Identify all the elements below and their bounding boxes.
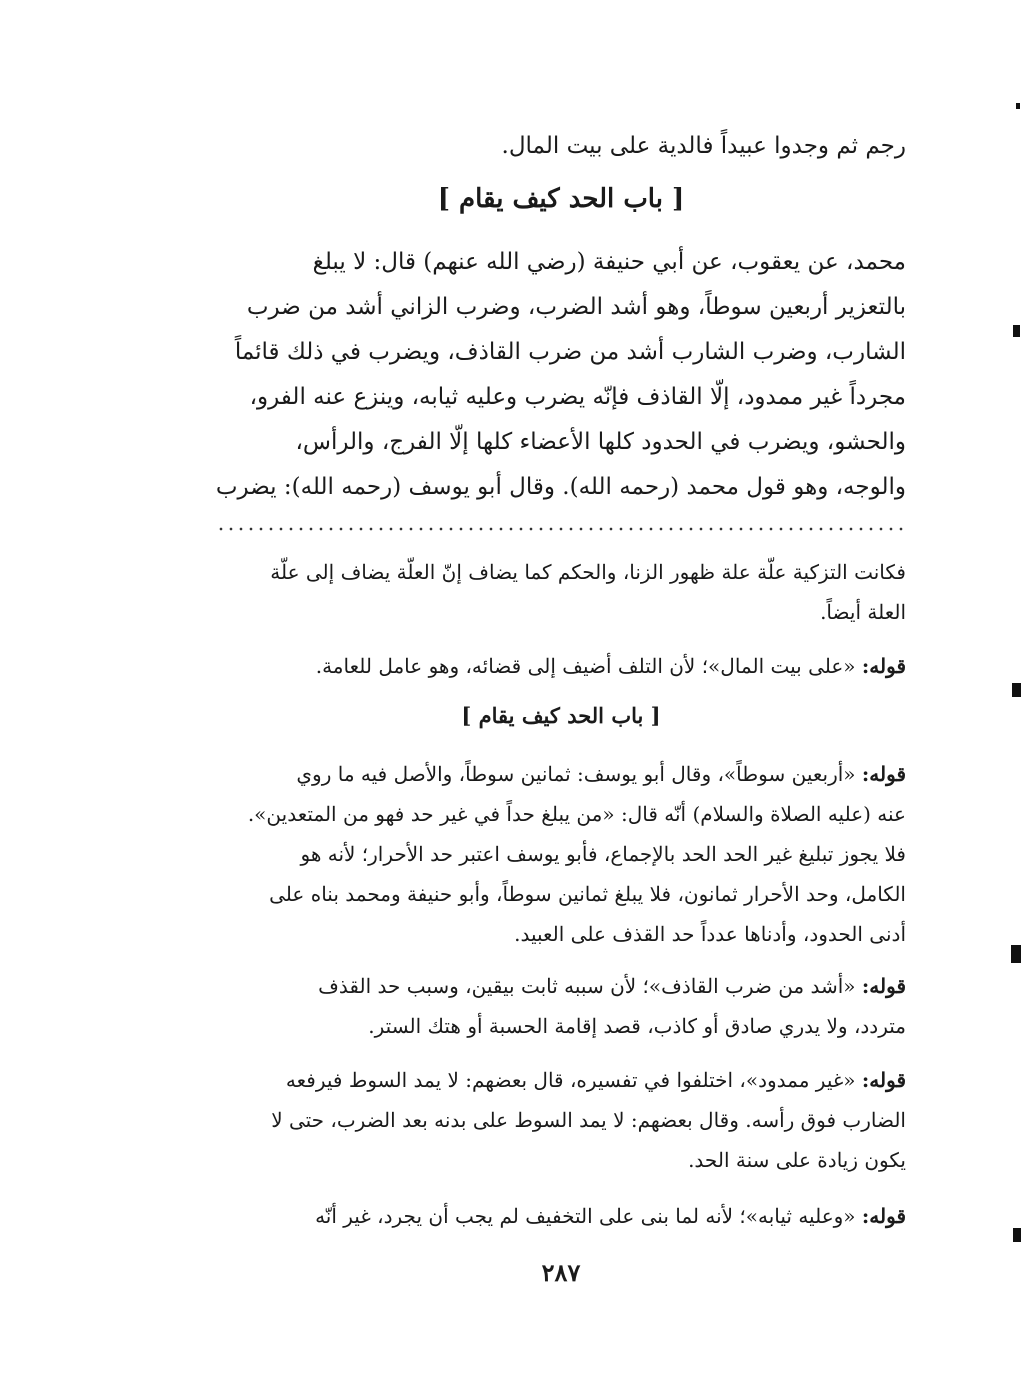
note-line [216,1196,906,1236]
note-text: «غير ممدود»، اختلفوا في تفسيره، قال بعضهم: لا يمد السوط فيرفعه [285,1068,856,1092]
note-line [216,966,906,1006]
qawl-label: قوله: [861,654,906,678]
scan-edge-mark [1012,683,1021,697]
main-line: والوجه، وهو قول محمد (رحمه الله). وقال أبو يوسف (رحمه الله): يضرب [216,474,906,500]
main-line: الشارب، وضرب الشارب أشد من ضرب القاذف، ويضرب في ذلك قائماً [234,339,906,365]
scan-edge-mark [1011,945,1021,963]
scan-edge-mark [1016,103,1020,109]
qawl-label: قوله: [861,974,906,998]
main-chapter-heading: [ باب الحد كيف يقام ] [437,184,685,214]
note-line: فلا يجوز تبليغ غير الحد الحد بالإجماع، فأبو يوسف اعتبر حد الأحرار؛ لأنه هو [300,842,906,866]
commentary-line: العلة أيضاً. [820,600,906,624]
commentary-note-3 [216,966,906,1046]
qawl-label: قوله: [861,1204,906,1228]
commentary-chapter-heading: [ باب الحد كيف يقام ] [461,703,661,728]
main-line: بالتعزير أربعين سوطاً، وهو أشد الضرب، وضرب الزاني أشد من ضرب [246,294,906,320]
scan-edge-mark [1013,1228,1021,1242]
commentary-line: فكانت التزكية علّة علة ظهور الزنا، والحكم كما يضاف إنّ العلّة يضاف إلى علّة [270,560,906,584]
main-opening-line: رجم ثم وجدوا عبيداً فالدية على بيت المال. [501,133,906,159]
commentary-note-2 [216,754,906,954]
commentary-note-1 [216,646,906,686]
note-line: الضارب فوق رأسه. وقال بعضهم: لا يمد السوط على بدنه بعد الضرب، حتى لا [271,1108,906,1132]
note-line: يكون زيادة على سنة الحد. [688,1148,906,1172]
commentary-note-4 [216,1060,906,1180]
main-line: والحشو، ويضرب في الحدود كلها الأعضاء كلها إلّا الفرج، والرأس، [295,429,906,455]
note-line [216,754,906,794]
note-text: «أشد من ضرب القاذف»؛ لأن سببه ثابت بيقين، وسبب حد القذف [318,974,856,998]
scan-edge-mark [1013,325,1020,337]
note-line: متردد، ولا يدري صادق أو كاذب، قصد إقامة الحسبة أو هتك الستر. [368,1014,906,1038]
note-text: «أربعين سوطاً»، وقال أبو يوسف: ثمانين سوطاً، والأصل فيه ما روي [296,762,856,786]
page-number: ٢٨٧ [541,1258,581,1287]
main-line: مجرداً غير ممدود، إلّا القاذف فإنّه يضرب وعليه ثيابه، وينزع عنه الفرو، [249,384,906,410]
qawl-label: قوله: [861,762,906,786]
main-line: محمد، عن يعقوب، عن أبي حنيفة (رضي الله عنهم) قال: لا يبلغ [312,249,906,275]
note-text: «وعليه ثيابه»؛ لأنه لما بنى على التخفيف لم يجب أن يجرد، غير أنّه [315,1204,856,1228]
dotted-separator [216,526,906,532]
commentary-intro [216,552,906,632]
note-line [216,1060,906,1100]
note-text: «على بيت المال»؛ لأن التلف أضيف إلى قضائه، وهو عامل للعامة. [315,654,856,678]
note-line [216,646,906,686]
note-line: عنه (عليه الصلاة والسلام) أنّه قال: «من يبلغ حداً في غير حد فهو من المتعدين». [247,802,906,826]
commentary-note-5 [216,1196,906,1236]
note-line: الكامل، وحد الأحرار ثمانون، فلا يبلغ ثمانين سوطاً، وأبو حنيفة ومحمد بناه على [269,882,906,906]
qawl-label: قوله: [861,1068,906,1092]
note-line: أدنى الحدود، وأدناها عدداً حد القذف على العبيد. [514,922,906,946]
main-paragraph [216,240,906,510]
